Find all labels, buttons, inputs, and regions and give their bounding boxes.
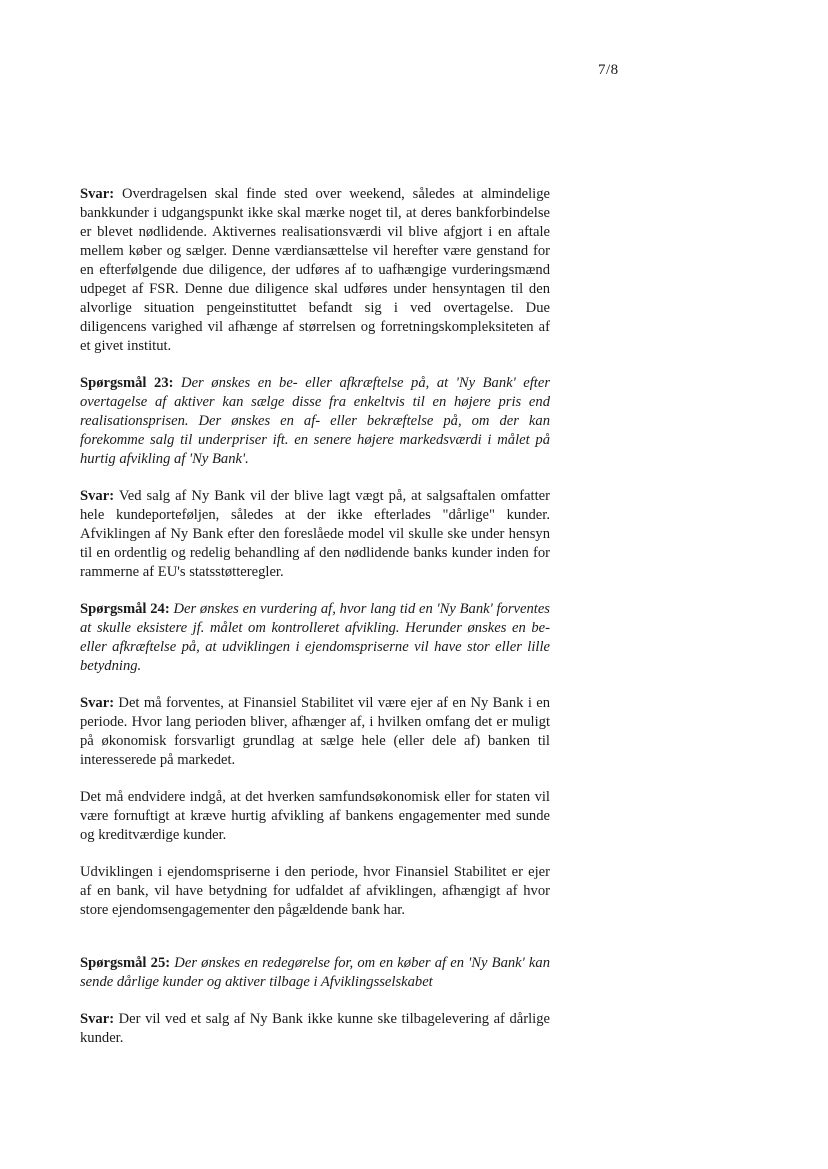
answer-text: Overdragelsen skal finde sted over weekend, således at almindelige bankkunder i udgangspunkt ikke skal mærke noget til, at deres bankforbindelse er blevet nødlidende. Aktivernes realisationsværdi vil blive afgjort i en aftale mellem køber og sælger. Denne værdiansættelse vil herefter være genstand for en efterfølgende due diligence, der udføres af to uafhængige vurderingsmænd udpeget af FSR. Denne due diligence skal udføres under hensyntagen til den alvorlige situation pengeinstituttet befandt sig i ved overtagelse. Due diligencens varighed vil afhænge af størrelsen og forretningskompleksiteten af et givet institut. <box>80 186 550 354</box>
answer-23 <box>80 487 550 582</box>
answer-24 <box>80 694 550 770</box>
answer-text: Ved salg af Ny Bank vil der blive lagt vægt på, at salgsaftalen omfatter hele kundeporteføljen, således at der ikke efterlades "dårlige" kunder. Afviklingen af Ny Bank efter den foreslåede model vil skulle ske under hensyn til en ordentlig og redelig behandling af den nødlidende banks kunder inden for rammerne af EU's statsstøtteregler. <box>80 488 551 580</box>
question-text: Der ønskes en vurdering af, hvor lang tid en 'Ny Bank' forventes at skulle eksistere jf. målet om kontrolleret afvikling. Herunder ønskes en be- eller afkræftelse på, at udviklingen i ejendomspriserne vil have stor eller lille betydning. <box>80 601 550 674</box>
answer-text: Der vil ved et salg af Ny Bank ikke kunne ske tilbagelevering af dårlige kunder. <box>80 1011 550 1046</box>
answer-24-paragraph-3: Udviklingen i ejendomspriserne i den periode, hvor Finansiel Stabilitet er ejer af en bank, vil have betydning for udfaldet af afviklingen, afhængigt af hvor store ejendomsengagementer den pågældende bank har. <box>80 864 550 918</box>
question-label: Spørgsmål 25: <box>80 955 171 971</box>
question-25 <box>80 954 550 992</box>
question-23 <box>80 374 550 469</box>
answer-label: Svar: <box>80 488 115 504</box>
answer-label: Svar: <box>80 695 115 711</box>
answer-label: Svar: <box>80 1011 115 1027</box>
page-number: 7/8 <box>598 62 619 78</box>
question-24 <box>80 600 550 676</box>
document-body <box>80 185 550 1066</box>
answer-25 <box>80 1010 550 1048</box>
question-text: Der ønskes en be- eller afkræftelse på, at 'Ny Bank' efter overtagelse af aktiver kan sælge disse fra enkeltvis til en højere pris end realisationsprisen. Der ønskes en af- eller bekræftelse på, om der kan forekomme salg til underpriser ift. en senere højere markedsværdi i målet på hurtig afvikling af 'Ny Bank'. <box>80 375 550 467</box>
question-label: Spørgsmål 23: <box>80 375 174 391</box>
answer-text: Det må forventes, at Finansiel Stabilitet vil være ejer af en Ny Bank i en periode. Hvor lang perioden bliver, afhænger af, i hvilken omfang det er muligt på økonomisk forsvarligt grundlag at sælge hele (eller dele af) banken til interesserede på markedet. <box>80 695 550 768</box>
question-text: Der ønskes en redegørelse for, om en køber af en 'Ny Bank' kan sende dårlige kunder og aktiver tilbage i Afviklingsselskabet <box>80 955 551 990</box>
question-label: Spørgsmål 24: <box>80 601 170 617</box>
answer-label: Svar: <box>80 186 115 202</box>
answer-24-paragraph-2: Det må endvidere indgå, at det hverken samfundsøkonomisk eller for staten vil være fornuftigt at kræve hurtig afvikling af bankens engagementer med sunde og kreditværdige kunder. <box>80 789 550 843</box>
answer-22 <box>80 185 550 356</box>
